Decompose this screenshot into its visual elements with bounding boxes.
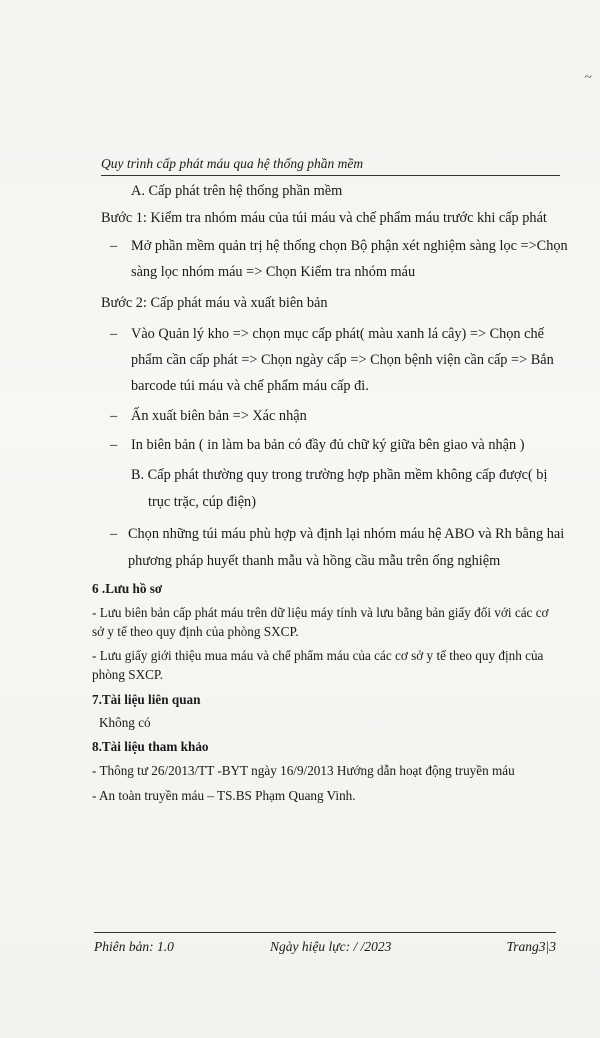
corner-mark: ~ (584, 70, 592, 85)
heading-8: 8.Tài liệu tham khảo (92, 739, 209, 754)
page-header: Quy trình cấp phát máu qua hệ thống phần mềm (101, 156, 560, 176)
bullet-dash: – (110, 238, 118, 254)
step-2-item-1-line-3: barcode túi máu và chế phẩm máu cấp đi. (131, 378, 369, 394)
section-b-title-line-2: trục trặc, cúp điện) (148, 494, 256, 510)
section-b-title-line-1: B. Cấp phát thường quy trong trường hợp phần mềm không cấp được( bị (131, 467, 548, 483)
heading-6-paragraph-1-line-1: - Lưu biên bản cấp phát máu trên dữ liệu máy tính và lưu bằng bản giấy đối với các cơ (92, 605, 549, 620)
step-1-title: Bước 1: Kiểm tra nhóm máu của túi máu và chế phẩm máu trước khi cấp phát (101, 210, 547, 226)
footer-page-number: Trang3|3 (506, 939, 556, 954)
heading-6-paragraph-1-line-2: sở y tế theo quy định của phòng SXCP. (92, 624, 299, 639)
page-footer (94, 932, 556, 954)
heading-6-paragraph-2-line-2: phòng SXCP. (92, 667, 164, 682)
section-b-item-1-line-1: Chọn những túi máu phù hợp và định lại nhóm máu hệ ABO và Rh bằng hai (128, 526, 565, 542)
heading-7-paragraph-1: Không có (99, 715, 151, 730)
step-2-item-2: Ấn xuất biên bản => Xác nhận (131, 408, 307, 424)
footer-version: Phiên bản: 1.0 (94, 939, 174, 954)
heading-6: 6 .Lưu hồ sơ (92, 581, 163, 596)
step-1-item-1-line-1: Mở phần mềm quản trị hệ thống chọn Bộ phận xét nghiệm sàng lọc =>Chọn (131, 238, 568, 254)
heading-8-paragraph-1: - Thông tư 26/2013/TT -BYT ngày 16/9/2013 Hướng dẫn hoạt động truyền máu (92, 763, 515, 778)
bullet-dash: – (110, 437, 118, 453)
step-2-item-1-line-1: Vào Quản lý kho => chọn mục cấp phát( màu xanh lá cây) => Chọn chế (131, 326, 544, 342)
heading-6-paragraph-2-line-1: - Lưu giấy giới thiệu mua máu và chế phẩm máu của các cơ sở y tế theo quy định của (92, 648, 544, 663)
step-2-item-1-line-2: phẩm cần cấp phát => Chọn ngày cấp => Chọn bệnh viện cần cấp => Bắn (131, 352, 554, 368)
heading-7: 7.Tài liệu liên quan (92, 692, 201, 707)
bullet-dash: – (110, 526, 118, 542)
section-b-item-1-line-2: phương pháp huyết thanh mẫu và hồng cầu mẫu trên ống nghiệm (128, 553, 501, 569)
bullet-dash: – (110, 326, 118, 342)
bullet-dash: – (110, 408, 118, 424)
step-2-item-3: In biên bản ( in làm ba bản có đầy đủ chữ ký giữa bên giao và nhận ) (131, 437, 525, 453)
section-a-title: A. Cấp phát trên hệ thống phần mềm (131, 183, 343, 199)
heading-8-paragraph-2: - An toàn truyền máu – TS.BS Phạm Quang Vinh. (92, 788, 356, 803)
step-1-item-1-line-2: sàng lọc nhóm máu => Chọn Kiểm tra nhóm máu (131, 264, 416, 280)
step-2-title: Bước 2: Cấp phát máu và xuất biên bản (101, 295, 328, 311)
footer-effective-date: Ngày hiệu lực: / /2023 (270, 939, 392, 954)
